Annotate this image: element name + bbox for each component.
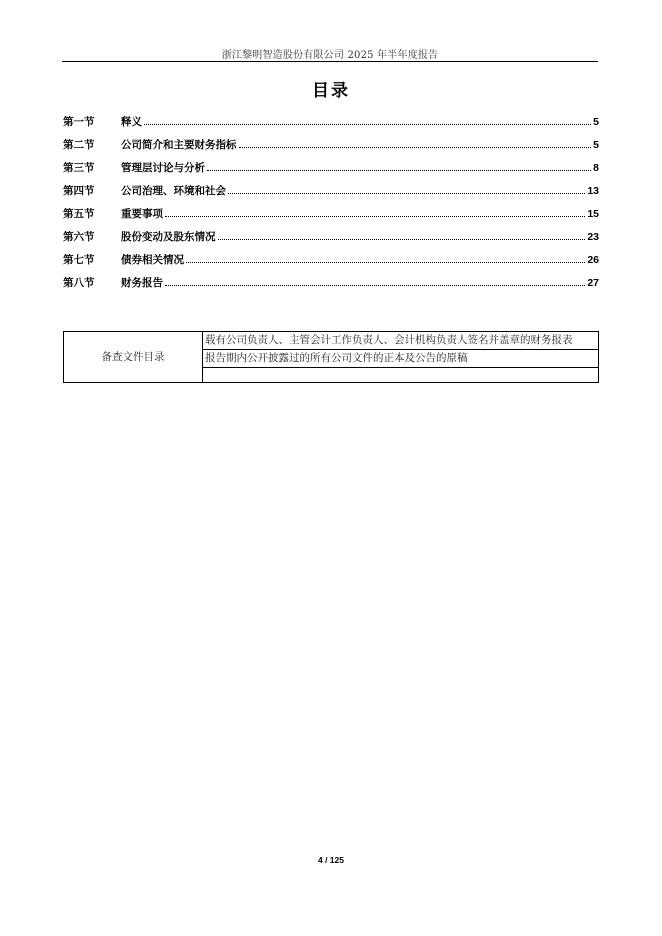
toc-section-number: 第八节: [63, 277, 95, 289]
reference-item-cell: 报告期内公开披露过的所有公司文件的正本及公告的原稿: [203, 350, 599, 368]
toc-page-number: 26: [587, 253, 599, 266]
toc-section-number: 第六节: [63, 231, 95, 243]
toc-section-number: 第三节: [63, 162, 95, 174]
toc-section-name: 释义: [121, 116, 142, 128]
toc-dot-leader: [218, 239, 586, 240]
toc-page-number: 23: [587, 230, 599, 243]
report-header: 浙江黎明智造股份有限公司 2025 年半年度报告: [221, 50, 439, 61]
toc-section-number: 第二节: [63, 139, 95, 151]
toc-entry[interactable]: [63, 271, 599, 294]
toc-section-name: 公司简介和主要财务指标: [121, 139, 237, 151]
toc-entry[interactable]: [63, 179, 599, 202]
toc-dot-leader: [228, 193, 585, 194]
toc-page-number: 13: [587, 184, 599, 197]
toc-dot-leader: [144, 124, 591, 125]
toc-entry[interactable]: [63, 225, 599, 248]
toc-page-number: 27: [587, 276, 599, 289]
toc-section-name: 财务报告: [121, 277, 163, 289]
toc-page-number: 5: [593, 115, 599, 128]
toc-section-number: 第七节: [63, 254, 95, 266]
reference-documents-table: [63, 331, 599, 383]
toc-dot-leader: [239, 147, 592, 148]
reference-label-cell: 备查文件目录: [64, 332, 203, 383]
toc-entry[interactable]: [63, 156, 599, 179]
table-row: [64, 332, 599, 350]
toc-section-name: 重要事项: [121, 208, 163, 220]
header-divider: [62, 61, 598, 62]
reference-item-cell: 载有公司负责人、主管会计工作负责人、会计机构负责人签名并盖章的财务报表: [203, 332, 599, 350]
toc-entry[interactable]: [63, 133, 599, 156]
toc-title: 目录: [312, 81, 350, 101]
page-indicator: 4 / 125: [318, 855, 344, 865]
toc-section-name: 股份变动及股东情况: [121, 231, 216, 243]
toc-dot-leader: [165, 285, 585, 286]
toc-page-number: 5: [593, 138, 599, 151]
toc-section-number: 第四节: [63, 185, 95, 197]
toc-page-number: 8: [593, 161, 599, 174]
toc-dot-leader: [165, 216, 585, 217]
toc-dot-leader: [186, 262, 585, 263]
toc-entry[interactable]: [63, 202, 599, 225]
toc-entry[interactable]: [63, 248, 599, 271]
reference-item-cell-empty: [203, 368, 599, 383]
toc-section-name: 公司治理、环境和社会: [121, 185, 226, 197]
toc-section-number: 第一节: [63, 116, 95, 128]
toc-section-name: 管理层讨论与分析: [121, 162, 205, 174]
toc-page-number: 15: [587, 207, 599, 220]
toc-entry[interactable]: [63, 110, 599, 133]
toc-section-name: 债券相关情况: [121, 254, 184, 266]
toc-list: [63, 110, 599, 294]
toc-section-number: 第五节: [63, 208, 95, 220]
toc-dot-leader: [207, 170, 591, 171]
